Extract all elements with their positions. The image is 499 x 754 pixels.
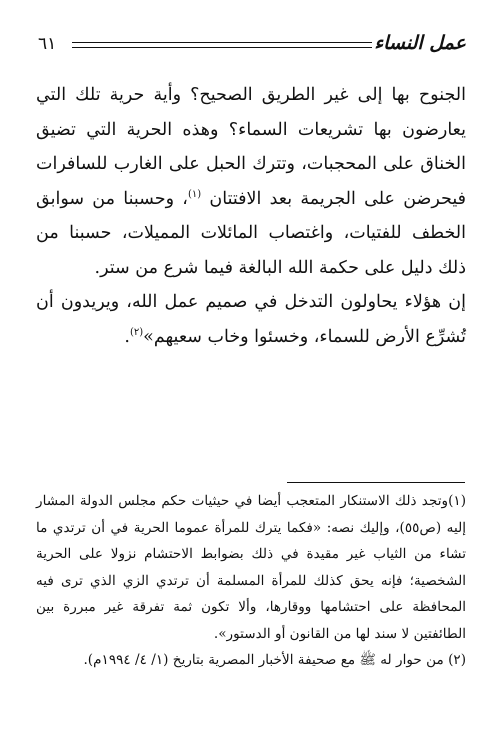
paragraph-text: ، وحسبنا من سوابق الخطف للفتيات، واغتصاب المائلات المميلات، حسبنا من ذلك دليل على حكمة الله البالغة فيما شرع من ستر. (36, 188, 466, 278)
footnote-reference: (١) (187, 188, 202, 200)
footnote-item: (٢) من حوار له ﷺ مع صحيفة الأخبار المصرية بتاريخ (١/ ٤/ ١٩٩٤م). (83, 652, 466, 668)
running-header (38, 30, 466, 64)
footnote-separator (287, 482, 465, 483)
body-paragraph (36, 285, 466, 354)
footnote-item: (١)وتجد ذلك الاستنكار المتعجب أيضا في حيثيات حكم مجلس الدولة المشار إليه (ص٥٥)، وإليك نصه: «فكما يترك للمرأة عموما الحرية في أن ترتدي ما تشاء من الثياب غير مقيدة في ذلك بضوابط الاحتشام نزولا على الحرية الشخصية؛ فإنه يحق كذلك للمرأة المسلمة أن ترتدي الزي الذي ترى فيه المحافظة على احتشامها ووقارها، وألا تكون ثمة تفرقة غير مبررة بين الطائفتين لا سند لها من القانون أو الدستور». (36, 493, 466, 642)
body-paragraph (36, 78, 466, 285)
paragraph-text: . (124, 326, 130, 347)
footnotes (36, 488, 466, 674)
paragraph-text: الجنوح بها إلى غير الطريق الصحيح؟ وأية حرية تلك التي يعارضون بها تشريعات السماء؟ وهذه الحرية التي تضيق الخناق على المحجبات، وتترك الحبل على الغارب للسافرات فيحرضن على الجريمة بعد الافتتان (36, 85, 466, 209)
paragraph-text: إن هؤلاء يحاولون التدخل في صميم عمل الله، ويريدون أن تُشرِّع الأرض للسماء، وخسئوا وخاب سعيهم» (36, 292, 466, 347)
page-number: ٦١ (38, 34, 57, 54)
main-text (36, 78, 466, 354)
footnote-reference: (٢) (129, 326, 144, 338)
running-title: عمل النساء (374, 32, 466, 54)
header-double-rule (72, 42, 372, 48)
